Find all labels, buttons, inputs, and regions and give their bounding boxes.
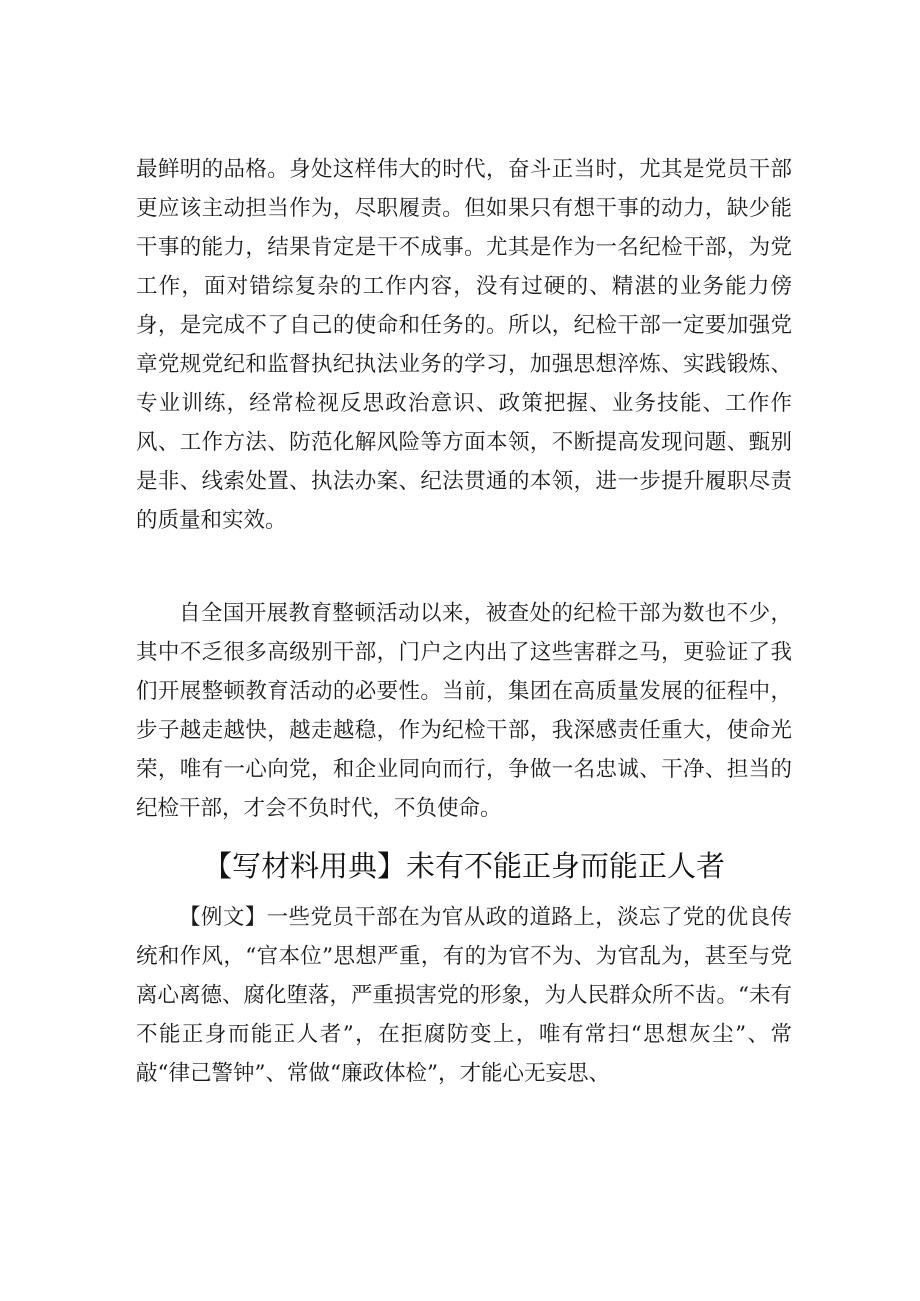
paragraph-continuation: 最鲜明的品格。身处这样伟大的时代，奋斗正当时，尤其是党员干部更应该主动担当作为，尽职履责。但如果只有想干事的动力，缺少能干事的能力，结果肯定是干不成事。尤其是作为一名纪检干部，为党工作，面对错综复杂的工作内容，没有过硬的、精湛的业务能力傍身，是完成不了自己的使命和任务的。所以，纪检干部一定要加强党章党规党纪和监督执纪执法业务的学习，加强思想淬炼、实践锻炼、专业训练，经常检视反思政治意识、政策把握、业务技能、工作作风、工作方法、防范化解风险等方面本领，不断提高发现问题、甄别是非、线索处置、执法办案、纪法贯通的本领，进一步提升履职尽责的质量和实效。 <box>136 157 792 533</box>
example-paragraph: 【例文】一些党员干部在为官从政的道路上，淡忘了党的优良传统和作风，“官本位”思想严重，有的为官不为、为官乱为，甚至与党离心离德、腐化堕落，严重损害党的形象，为人民群众所不齿。“未有不能正身而能正人者”，在拒腐防变上，唯有常扫“思想灰尘”、常敲“律己警钟”、常做“廉政体检”，才能心无妄思、 <box>136 905 792 1086</box>
section-heading: 【写材料用典】未有不能正身而能正人者 <box>202 849 725 883</box>
paragraph-education-rectification: 自全国开展教育整顿活动以来，被查处的纪检干部为数也不少，其中不乏很多高级别干部，门户之内出了这些害群之马，更验证了我们开展整顿教育活动的必要性。当前，集团在高质量发展的征程中，步子越走越快，越走越稳，作为纪检干部，我深感责任重大，使命光荣，唯有一心向党，和企业同向而行，争做一名忠诚、干净、担当的纪检干部，才会不负时代，不负使命。 <box>136 601 792 821</box>
document-body <box>136 150 792 1093</box>
